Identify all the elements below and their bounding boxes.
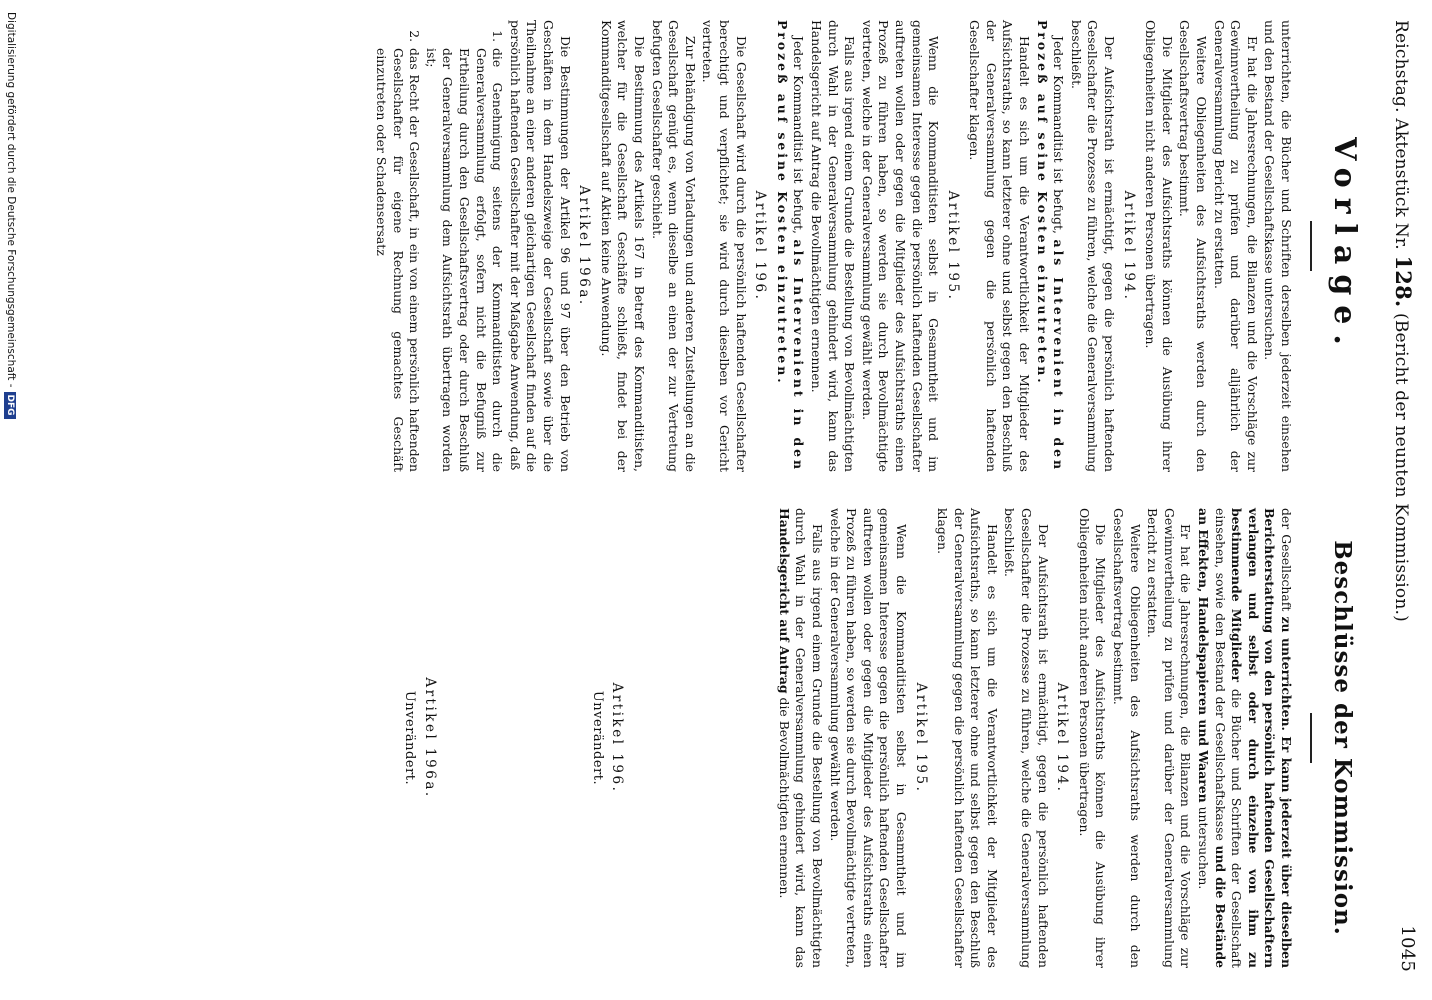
paragraph: unterrichten, die Bücher und Schriften derselben jederzeit einsehen und den Bestand der Gesellschaftskasse untersuchen.	[1262, 20, 1294, 472]
paragraph: Die Gesellschaft wird durch die persönlich haftenden Gesellschafter berechtigt und verpflichtet; sie wird durch dieselben vor Gericht vertreten.	[700, 20, 749, 472]
paragraph: Zur Behändigung von Vorladungen und anderen Zustellungen an die Gesellschaft genügt es, wenn dieselbe an einen der zur Vertretung befugten Gesellschafter geschieht.	[649, 20, 698, 472]
paragraph: Der Aufsichtsrath ist ermächtigt, gegen die persönlich haftenden Gesellschafter die Prozesse zu führen, welche die Generalversammlung beschließt.	[1068, 20, 1118, 472]
numbered-list	[373, 20, 506, 472]
left-column-heading: Vorlage.	[1327, 137, 1362, 355]
paragraph: Er hat die Jahresrechnungen, die Bilanzen und die Vorschläge zur Gewinnvertheilung zu prüfen und darüber alljährlich der Generalversammlung Bericht zu erstatten.	[1211, 20, 1260, 472]
running-head-title: Reichstag. Aktenstück Nr. 128. (Bericht der neunten Kommission.)	[1391, 20, 1416, 622]
paragraph: Jeder Kommanditist ist befugt, als Intervenient in den Prozeß auf seine Kosten einzutreten.	[774, 20, 807, 472]
article-heading: Artikel 195.	[912, 682, 929, 794]
paragraph: Falls aus irgend einem Grunde die Bestellung von Bevollmächtigten durch Wahl in der Generalversammlung gehindert wird, kann das Handelsgericht auf Antrag die Bevollmächtigten ernennen.	[808, 20, 858, 472]
left-heading-rule	[1310, 221, 1312, 271]
right-column-heading: Beschlüsse der Kommission.	[1329, 540, 1356, 936]
right-heading-rule	[1310, 713, 1312, 763]
paragraph: Handelt es sich um die Verantwortlichkeit der Mitglieder des Aufsichtsraths, so kann letzterer ohne und selbst gegen den Beschluß der Generalversammlung gegen die persönlich haftenden Gesellschafter klagen.	[935, 508, 1000, 968]
article-heading: Artikel 196a.	[576, 185, 593, 307]
article-heading: Artikel 195.	[944, 190, 961, 302]
paragraph: der Gesellschaft zu unterrichten. Er kann jederzeit über dieselben Berichterstattung von den persönlich haftenden Gesellschaftern verlangen und selbst oder durch einzelne von ihm zu bestimmende Mitglieder die Bücher und Schriften der Gesellschaft einsehen, sowie den Bestand der Gesellschaftskasse und die Bestände an Effekten, Handelspapieren und Waaren untersuchen.	[1196, 508, 1294, 968]
paragraph: Die Bestimmungen der Artikel 96 und 97 über den Betrieb von Geschäften in dem Handelszweige der Gesellschaft sowie über die Theilnahme an einer anderen gleichartigen Gesellschaft finden auf die persönlich haftenden Gesellschafter mit der Maßgabe Anwendung, daß	[507, 20, 573, 472]
paragraph: Die Bestimmung des Artikels 167 in Betreff des Kommanditisten, welcher für die Gesellschaft Geschäfte schließt, findet bei der Kommanditgesellschaft auf Aktien keine Anwendung.	[598, 20, 648, 472]
article-heading: Artikel 194.	[1054, 682, 1071, 794]
paragraph: Die Mitglieder des Aufsichtsraths können die Ausübung ihrer Obliegenheiten nicht anderen Personen übertragen.	[1076, 508, 1109, 968]
paragraph: Die Mitglieder des Aufsichtsraths können die Ausübung ihrer Obliegenheiten nicht anderen Personen übertragen.	[1143, 20, 1175, 472]
list-item: 1. die Genehmigung seitens der Kommanditisten durch die Generalversammlung erfolgt, sofern nicht die Befugniß zur Ertheilung durch den Gesellschaftsvertrag oder durch Beschluß der Generalversammlung dem Aufsichtsrath übertragen worden ist;	[422, 46, 505, 472]
unchanged-note: Unverändert.	[402, 690, 418, 786]
dfg-logo: DFG	[4, 392, 16, 419]
paragraph: Der Aufsichtsrath ist ermächtigt, gegen die persönlich haftenden Gesellschafter die Prozesse zu führen, welche die Generalversammlung beschließt.	[1002, 508, 1051, 968]
article-heading: Artikel 196a.	[422, 677, 438, 799]
page-number: 1045	[1397, 925, 1418, 972]
paragraph: Er hat die Jahresrechnungen, die Bilanzen und die Vorschläge zur Gewinnvertheilung zu prüfen und darüber der Generalversammlung Bericht zu erstatten.	[1145, 508, 1194, 968]
paragraph: Wenn die Kommanditisten selbst in Gesammtheit und im gemeinsamen Interesse gegen die persönlich haftenden Gesellschafter auftreten wollen oder gegen die Mitglieder des Aufsichtsraths einen Prozeß zu führen haben, so werden sie durch Bevollmächtigte vertreten, welche in der Generalversammlung gewählt werden.	[859, 20, 942, 472]
left-column	[373, 20, 1294, 472]
document-number: 128.	[1391, 255, 1416, 308]
article-heading: Artikel 196.	[752, 190, 769, 302]
paragraph: Wenn die Kommanditisten selbst in Gesammtheit und im gemeinsamen Interesse gegen die persönlich haftenden Gesellschafter auftreten wollen oder gegen die Mitglieder des Aufsichtsraths einen Prozeß zu führen haben, so werden sie durch Bevollmächtigte vertreten, welche in der Generalversammlung gewählt werden.	[827, 508, 909, 968]
unchanged-note: Unverändert.	[589, 690, 605, 786]
digitization-credit: Digitalisierung gefördert durch die Deutsche Forschungsgemeinschaft -DFG	[4, 12, 17, 419]
paragraph: Weitere Obliegenheiten des Aufsichtsraths werden durch den Gesellschaftsvertrag bestimmt.	[1177, 20, 1210, 472]
article-heading: Artikel 194.	[1120, 190, 1137, 302]
right-column	[398, 508, 1294, 968]
paragraph: Weitere Obliegenheiten des Aufsichtsraths werden durch den Gesellschaftsvertrag bestimmt.	[1111, 508, 1143, 968]
article-heading: Artikel 196.	[609, 682, 626, 794]
paragraph: Handelt es sich um die Verantwortlichkeit der Mitglieder des Aufsichtsraths, so kann letzterer ohne und selbst gegen den Beschluß der Generalversammlung gegen die persönlich haftenden Gesellschafter klagen.	[967, 20, 1033, 472]
paragraph: Jeder Kommanditist ist befugt, als Intervenient in den Prozeß auf seine Kosten einzutreten.	[1034, 20, 1067, 472]
list-item: 2. das Recht der Gesellschaft, in ein von einem persönlich haftenden Gesellschafter für eigene Rechnung gemachtes Geschäft einzutreten oder Schadensersatz	[373, 46, 423, 472]
paragraph: Falls aus irgend einem Grunde die Bestellung von Bevollmächtigten durch Wahl in der Generalversammlung gehindert wird, kann das Handelsgericht auf Antrag die Bevollmächtigten ernennen.	[776, 508, 825, 968]
running-head	[1388, 20, 1422, 972]
